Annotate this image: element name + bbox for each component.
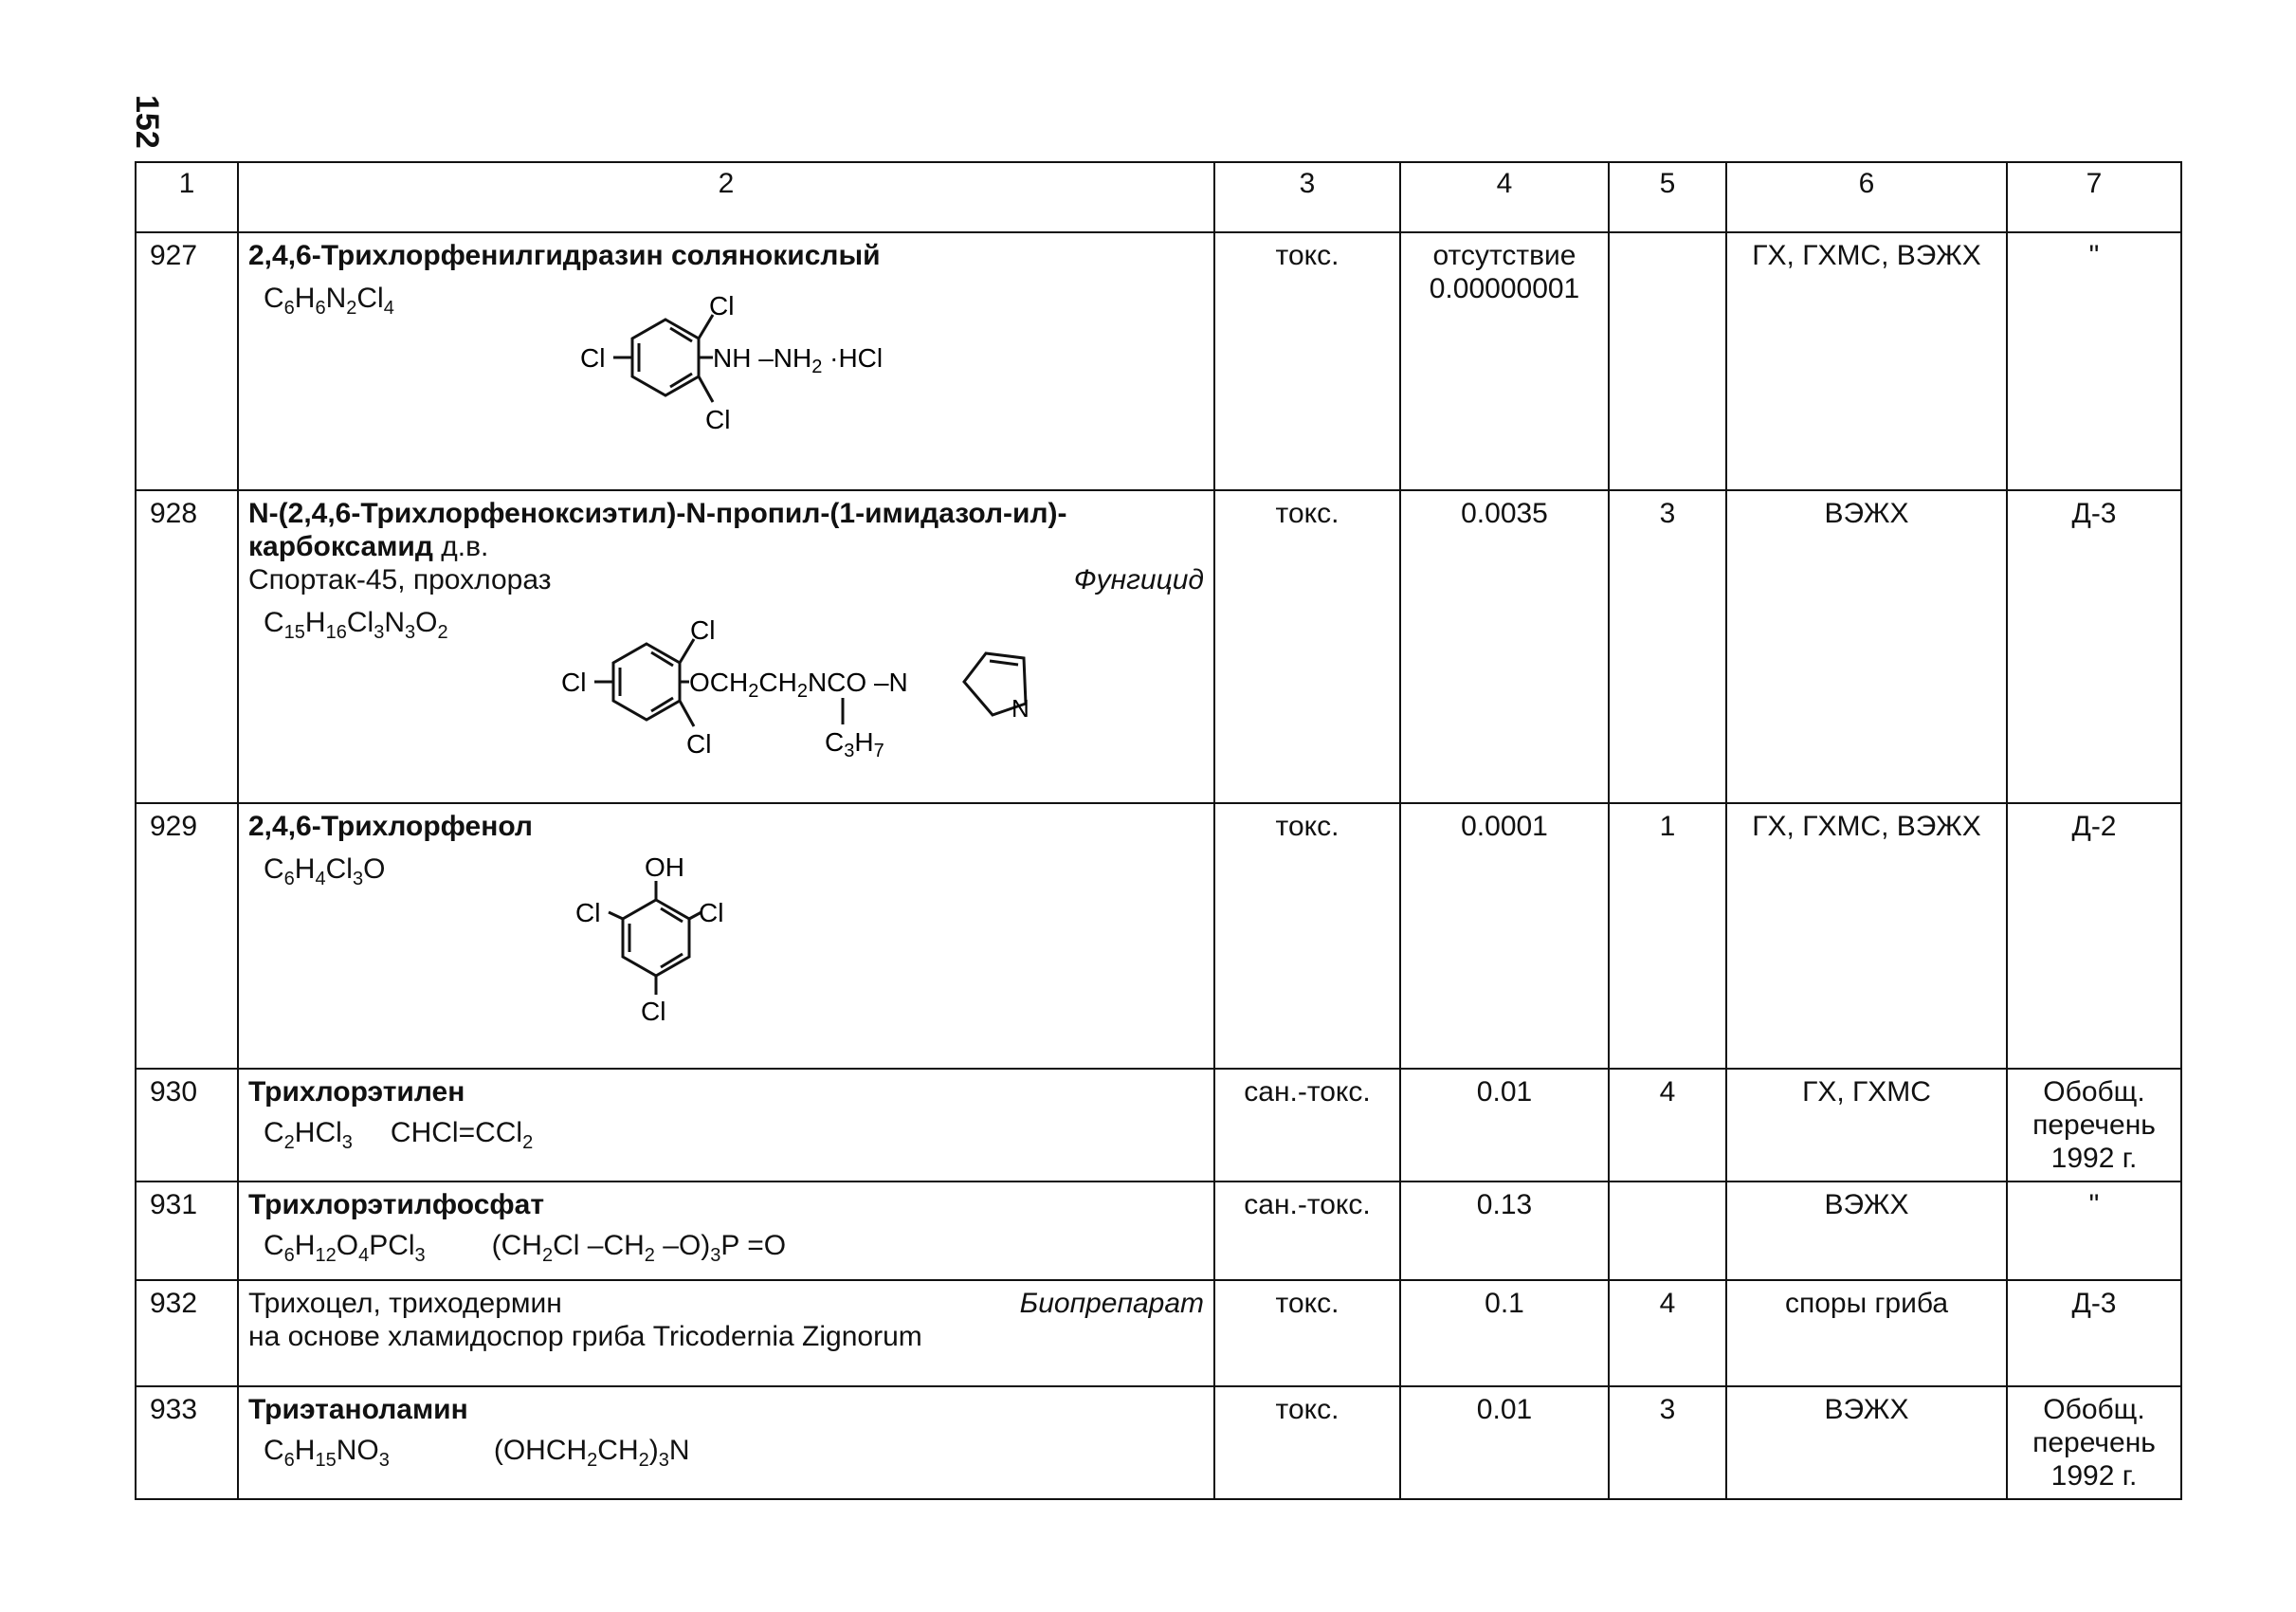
toxicity-cell: сан.-токс. [1214, 1182, 1400, 1280]
limit-cell: 0.01 [1400, 1069, 1609, 1182]
name-line [248, 1287, 1204, 1320]
reference-cell: Обобщ. перечень 1992 г. [2007, 1386, 2181, 1499]
toxicity-cell: токс. [1214, 1386, 1400, 1499]
method-cell: ВЭЖХ [1726, 490, 2007, 803]
substance-cell [238, 1182, 1214, 1280]
reference-cell: " [2007, 232, 2181, 490]
svg-text:Cl: Cl [641, 997, 666, 1026]
structure-diagram [438, 286, 1026, 448]
svg-text:Cl: Cl [580, 343, 606, 373]
reference-cell: Д-3 [2007, 1280, 2181, 1386]
svg-text:N: N [1011, 694, 1030, 723]
class-cell [1609, 232, 1726, 490]
substance-cell [238, 803, 1214, 1069]
svg-text:Cl: Cl [705, 405, 731, 434]
row-number: 928 [136, 490, 238, 803]
method-cell: ГХ, ГХМС, ВЭЖХ [1726, 803, 2007, 1069]
table-row [136, 232, 2181, 490]
header-row [136, 162, 2181, 232]
toxicity-cell: токс. [1214, 803, 1400, 1069]
svg-text:Cl: Cl [699, 898, 724, 927]
column-header: 7 [2007, 162, 2181, 232]
reference-cell: Д-2 [2007, 803, 2181, 1069]
column-header: 5 [1609, 162, 1726, 232]
usage-type: Биопрепарат [1019, 1288, 1204, 1319]
reference-cell: Обобщ. перечень 1992 г. [2007, 1069, 2181, 1182]
substance-name: Трихлорэтилен [248, 1076, 465, 1108]
column-header: 3 [1214, 162, 1400, 232]
method-cell: ГХ, ГХМС, ВЭЖХ [1726, 232, 2007, 490]
synonyms: Спортак-45, прохлораз [248, 564, 552, 595]
row-number: 929 [136, 803, 238, 1069]
toxicity-cell: токс. [1214, 490, 1400, 803]
substance-name: N-(2,4,6-Трихлорфеноксиэтил)-N-пропил-(1-имидазол-ил)-карбоксамид [248, 498, 1067, 562]
toxicity-cell: сан.-токс. [1214, 1069, 1400, 1182]
table-row [136, 1069, 2181, 1182]
column-header: 2 [238, 162, 1214, 232]
limit-cell: 0.1 [1400, 1280, 1609, 1386]
table-row [136, 1386, 2181, 1499]
row-number: 927 [136, 232, 238, 490]
svg-text:Cl: Cl [686, 729, 712, 759]
svg-text:OH: OH [645, 852, 684, 882]
synonyms-line [248, 563, 1204, 596]
substance-name: 2,4,6-Трихлорфенол [248, 811, 533, 842]
structural-formula: $(OHCH_2CH_2)_3N$ [493, 1435, 690, 1471]
gross-formula: $C_6H_{15}NO_3$ [264, 1435, 390, 1471]
substance-name: Триэтаноламин [248, 1394, 468, 1425]
table-row [136, 803, 2181, 1069]
structural-formula: ($CH_2Cl$ $-CH_2$ $-O)_3P =O$ [491, 1230, 787, 1266]
structural-formula: CHCl=CCl$_2$ [390, 1117, 534, 1153]
limit-cell: 0.01 [1400, 1386, 1609, 1499]
substance-name: Трихоцел, триходермин [248, 1288, 562, 1319]
gross-formula: $C_2HCl_3$ [264, 1117, 353, 1153]
svg-text:Cl: Cl [575, 898, 601, 927]
formula-line [248, 1434, 1204, 1471]
svg-text:NH –NH2 ·HCl: NH $-NH_2 \cdot HCl$ [713, 343, 884, 377]
limit-cell: отсутствие 0.00000001 [1400, 232, 1609, 490]
limit-cell: 0.0035 [1400, 490, 1609, 803]
substance-name: 2,4,6-Трихлорфенилгидразин солянокислый [248, 240, 881, 271]
limit-cell: 0.0001 [1400, 803, 1609, 1069]
substance-name: Трихлорэтилфосфат [248, 1189, 545, 1220]
substance-table [135, 161, 2182, 1500]
toxicity-cell: токс. [1214, 232, 1400, 490]
svg-text:Cl: Cl [690, 615, 716, 645]
gross-formula: $C_6H_{12}O_4PCl_3$ [264, 1230, 426, 1266]
class-cell: 4 [1609, 1069, 1726, 1182]
table-row [136, 1280, 2181, 1386]
method-cell: споры гриба [1726, 1280, 2007, 1386]
substance-cell [238, 1386, 1214, 1499]
row-number: 933 [136, 1386, 238, 1499]
formula-line [248, 1116, 1204, 1153]
usage-type: Фунгицид [1073, 564, 1204, 595]
table-row [136, 490, 2181, 803]
gross-formula: $C_6H_4Cl_3O$ [264, 853, 386, 889]
class-cell: 3 [1609, 1386, 1726, 1499]
reference-cell: " [2007, 1182, 2181, 1280]
svg-text:C3H7: $C_3H_7$ [825, 727, 884, 761]
name-suffix: д.в. [441, 531, 489, 562]
gross-formula: $C_{15}H_{16}Cl_3N_3O_2$ [264, 607, 448, 643]
page-number: 152 [129, 95, 165, 149]
row-number: 930 [136, 1069, 238, 1182]
class-cell: 1 [1609, 803, 1726, 1069]
substance-cell [238, 1069, 1214, 1182]
class-cell: 4 [1609, 1280, 1726, 1386]
class-cell [1609, 1182, 1726, 1280]
row-number: 931 [136, 1182, 238, 1280]
column-header: 6 [1726, 162, 2007, 232]
svg-text:OCH2CH2NCO –N: $OCH_2CH_2NCO$ –N [689, 668, 908, 702]
substance-cell [238, 232, 1214, 490]
reference-cell: Д-3 [2007, 490, 2181, 803]
substance-description: на основе хламидоспор гриба Tricodernia Zignorum [248, 1321, 922, 1352]
gross-formula: $C_6H_6N_2Cl_4$ [264, 283, 394, 319]
column-header: 4 [1400, 162, 1609, 232]
limit-cell: 0.13 [1400, 1182, 1609, 1280]
toxicity-cell: токс. [1214, 1280, 1400, 1386]
svg-text:Cl: Cl [561, 668, 587, 697]
formula-line [248, 1229, 1204, 1266]
row-number: 932 [136, 1280, 238, 1386]
method-cell: ВЭЖХ [1726, 1182, 2007, 1280]
method-cell: ВЭЖХ [1726, 1386, 2007, 1499]
substance-cell [238, 490, 1214, 803]
substance-cell [238, 1280, 1214, 1386]
method-cell: ГХ, ГХМС [1726, 1069, 2007, 1182]
svg-text:Cl: Cl [709, 291, 735, 321]
table-row [136, 1182, 2181, 1280]
structure-diagram [400, 848, 874, 1028]
column-header: 1 [136, 162, 238, 232]
class-cell: 3 [1609, 490, 1726, 803]
